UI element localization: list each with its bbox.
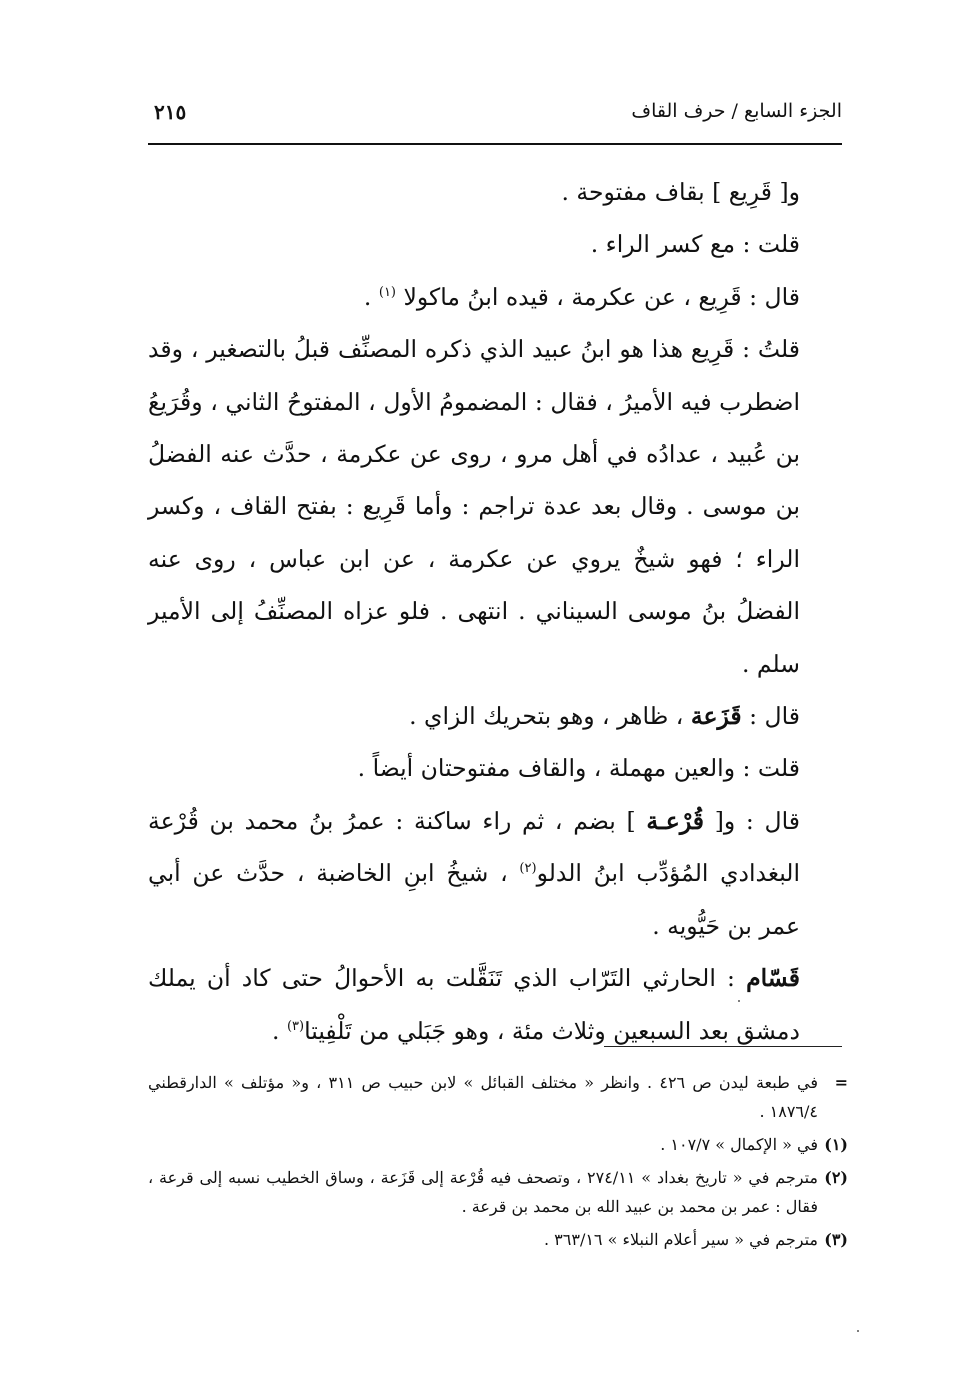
- text-line-3: قال : قَرِيع ، عن عكرمة ، قيده ابنُ ماكولا: [403, 282, 800, 311]
- text-line-3-end: .: [363, 282, 372, 311]
- paragraph-qurai: [148, 323, 842, 690]
- footnote-2: [148, 1163, 848, 1221]
- paragraph-qura: [148, 795, 842, 952]
- entry-name-qassam: قَسّام: [746, 964, 800, 993]
- text-line-1: و[ قَرِيع ] بقاف مفتوحة .: [561, 178, 800, 206]
- footnote-mark: (٢): [824, 1168, 848, 1187]
- paragraph-4-text: قلتُ : قَرِيع هذا هو ابنُ عبيد الذي ذكره المصنِّف قبلُ بالتصغير ، وقد اضطرب فيه الأميرُ ، فقال : المضمومُ الأول ، المفتوحُ الثاني ، وقُرَيعُ بن عُبيد ، عدادُه في أهل مرو ، روى عن عكرمة ، حدَّث عنه الفضلُ بن موسى . وقال بعد عدة تراجم : وأما قَرِيع : بفتح القاف ، وكسر الراء ؛ فهو شيخٌ يروي عن عكرمة ، عن ابن عباس ، روى عنه الفضلُ بنُ موسى السيناني . انتهى . فلو عزاه المصنِّفُ إلى الأمير سلم .: [148, 335, 800, 678]
- scan-speck: [738, 1000, 740, 1002]
- page-number: ٢١٥: [154, 100, 187, 124]
- main-text: [148, 166, 842, 1057]
- text-line-2: قلت : مع كسر الراء .: [590, 230, 800, 259]
- footnote-mark: (١): [824, 1135, 848, 1154]
- footnote-ref-1[interactable]: (١): [378, 284, 396, 300]
- entry-name-qazaa: قَزَعة: [690, 702, 742, 731]
- text-line: [148, 742, 842, 794]
- footnote-3: [148, 1225, 848, 1254]
- entry-name-qura: قُرْعـة: [646, 806, 705, 835]
- paragraph-8-text: : الحارثي التَرّاب الذي تَنَقَّلت به الأحوالُ حتى كاد أن يملك دمشق بعد السبعين وثلاث مئة ، وهو جَبَلي من تَلْفِيتا: [148, 964, 800, 1045]
- paragraph-qassam: [148, 952, 842, 1057]
- footnote-text: في طبعة ليدن ص ٤٢٦ . وانظر « مختلف القبائل » لابن حبيب ص ٣١١ ، و« مؤتلف » الدارقطني ١٨٧٦/٤ .: [148, 1073, 819, 1121]
- page-header: [148, 96, 842, 132]
- scan-speck: [857, 1330, 859, 1332]
- footnote-continued: [148, 1068, 848, 1126]
- footnote-text: مترجم في « سير أعلام النبلاء » ٣٦٣/١٦ .: [543, 1230, 818, 1249]
- text-line: [148, 690, 842, 742]
- footnotes: [148, 1068, 848, 1258]
- footnote-ref-3[interactable]: (٣): [286, 1018, 305, 1034]
- text-line-5-lead: قال :: [741, 702, 800, 731]
- footnote-rule: [604, 1046, 842, 1047]
- paragraph-7-mid: ] بضم ، ثم راء ساكنة : عمرُ بنُ محمد بن قُرْعة البغدادي المُؤدِّب ابنُ الدلو: [148, 806, 800, 888]
- header-rule: [148, 143, 842, 145]
- text-line: [148, 166, 842, 218]
- footnote-text: في « الإكمال » ١٠٧/٧ .: [660, 1135, 818, 1154]
- text-line: [148, 271, 842, 323]
- paragraph-7-lead: قال : و[: [704, 806, 801, 835]
- running-head: الجزء السابع / حرف القاف: [631, 100, 842, 122]
- paragraph-8-end: .: [271, 1016, 287, 1045]
- footnote-mark: (٣): [824, 1230, 848, 1249]
- footnote-1: [148, 1130, 848, 1159]
- footnote-mark: =: [834, 1073, 848, 1092]
- paragraph-7-end: ، شيخُ ابنِ الخاضبة ، حدَّث عن أبي عمر بن حَيُّويه .: [148, 859, 800, 940]
- text-line-5-rest: ، ظاهر ، وهو بتحريك الزاي .: [409, 702, 691, 731]
- text-line-6: قلت : والعين مهملة ، والقاف مفتوحتان أيضاً .: [357, 754, 800, 783]
- footnote-text: مترجم في « تاريخ بغداد » ٢٧٤/١١ ، وتصحف فيه قُرْعة إلى قَزَعة ، وساق الخطيب نسبه إلى قرعة ، فقال : عمر بن محمد بن عبيد الله بن محمد بن قرعة .: [148, 1168, 819, 1216]
- text-line: [148, 218, 842, 270]
- footnote-ref-2[interactable]: (٢): [519, 861, 537, 877]
